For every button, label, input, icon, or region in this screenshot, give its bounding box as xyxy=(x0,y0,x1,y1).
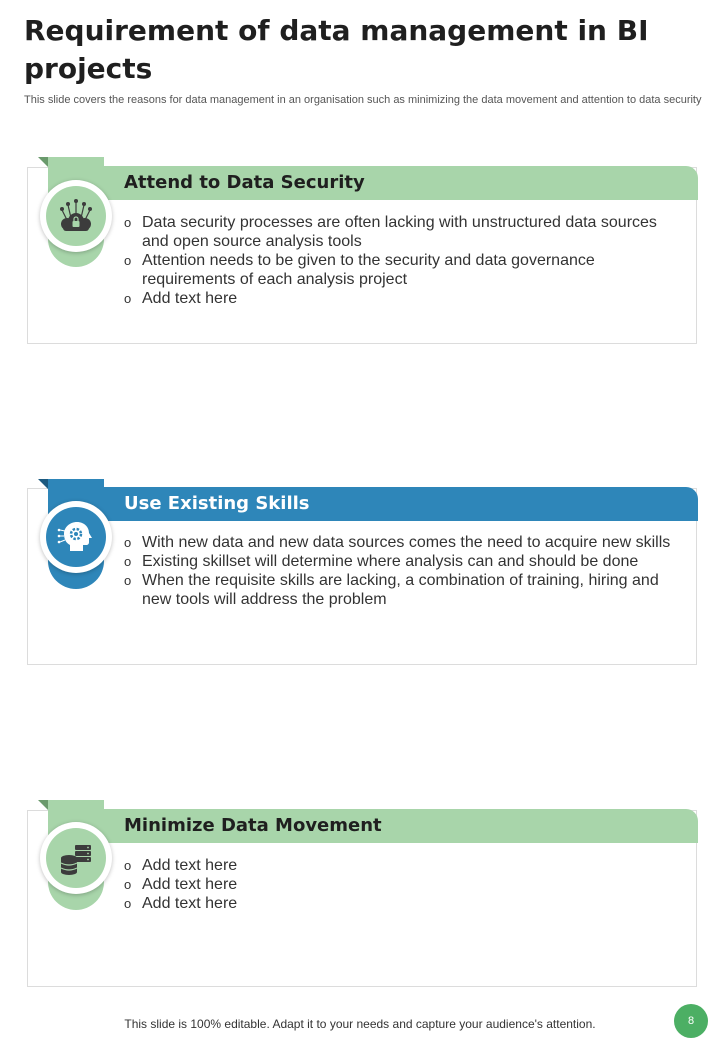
bullet-item: o Add text here xyxy=(122,875,682,894)
tab-fold xyxy=(38,479,48,489)
icon-badge-inner xyxy=(46,828,106,888)
bullet-item: o Attention needs to be given to the security and data governance requirements of each analysis project xyxy=(122,251,682,289)
bullet-item: o When the requisite skills are lacking, a combination of training, hiring and new tools will address the problem xyxy=(122,571,682,609)
section-title: Minimize Data Movement xyxy=(124,815,382,836)
footer-note: This slide is 100% editable. Adapt it to your needs and capture your audience's attention. xyxy=(124,1017,596,1031)
head-gear-icon xyxy=(56,517,96,557)
bullet-item: o Add text here xyxy=(122,856,682,875)
page-subtitle: This slide covers the reasons for data management in an organisation such as minimizing the data movement and attention to data security xyxy=(24,94,702,106)
bullet-item: o With new data and new data sources comes the need to acquire new skills xyxy=(122,533,682,552)
section-bullets xyxy=(122,533,682,609)
page-number-badge: 8 xyxy=(674,1004,708,1038)
section-title: Attend to Data Security xyxy=(124,172,365,193)
cloud-lock-icon xyxy=(56,196,96,236)
section-bullets xyxy=(122,213,682,308)
section-bullets xyxy=(122,856,682,913)
bullet-item: o Data security processes are often lacking with unstructured data sources and open source analysis tools xyxy=(122,213,682,251)
tab-fold xyxy=(38,157,48,167)
icon-badge-inner xyxy=(46,507,106,567)
section-title: Use Existing Skills xyxy=(124,493,310,514)
bullet-item: o Add text here xyxy=(122,894,682,913)
bullet-item: o Add text here xyxy=(122,289,682,308)
database-servers-icon xyxy=(56,838,96,878)
page-title: Requirement of data management in BI projects xyxy=(24,14,649,85)
icon-badge-inner xyxy=(46,186,106,246)
bullet-item: o Existing skillset will determine where analysis can and should be done xyxy=(122,552,682,571)
tab-fold xyxy=(38,800,48,810)
